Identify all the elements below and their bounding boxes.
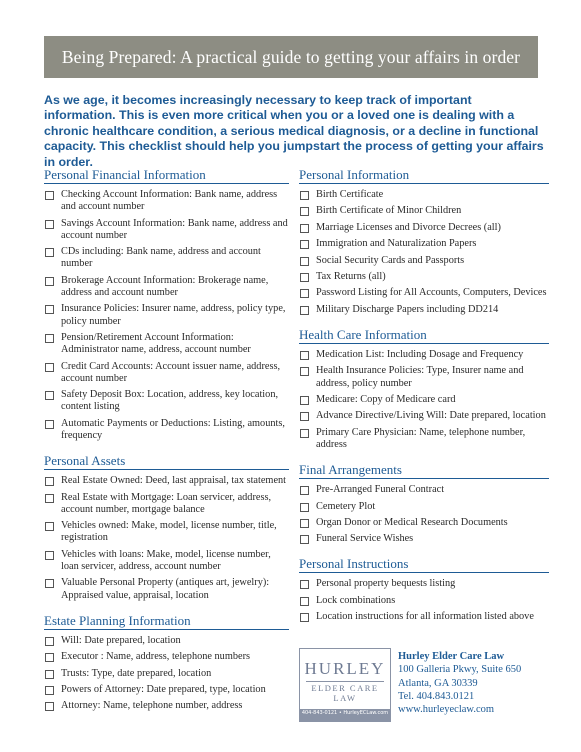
- checkbox-icon[interactable]: [300, 503, 309, 512]
- checklist-item-label: Trusts: Type, date prepared, location: [61, 667, 212, 679]
- checkbox-icon[interactable]: [300, 613, 309, 622]
- checklist-item: [299, 595, 549, 607]
- section-final-arrangements: [299, 462, 549, 545]
- checklist-item-label: Location instructions for all information listed above: [316, 611, 534, 623]
- address-line-1: 100 Galleria Pkwy, Suite 650: [398, 664, 522, 676]
- checklist-item: [299, 611, 549, 623]
- checklist-item-label: Pension/Retirement Account Information: Administrator name, address, account number: [61, 331, 251, 356]
- checklist-item-label: Will: Date prepared, location: [61, 634, 181, 646]
- checklist-item-label: Marriage Licenses and Divorce Decrees (all): [316, 221, 501, 233]
- checklist-item-label: Immigration and Naturalization Papers: [316, 238, 477, 250]
- section-title: Personal Information: [299, 167, 549, 184]
- checkbox-icon[interactable]: [45, 670, 54, 679]
- checkbox-icon[interactable]: [300, 224, 309, 233]
- checklist-item-label: Primary Care Physician: Name, telephone number, address: [316, 426, 526, 450]
- logo-subtitle: [304, 683, 386, 703]
- checklist-item: [44, 361, 289, 385]
- checkbox-icon[interactable]: [300, 240, 309, 249]
- checkbox-icon[interactable]: [45, 420, 54, 429]
- checkbox-icon[interactable]: [45, 477, 54, 486]
- page-title-banner: [44, 36, 538, 78]
- right-column: [299, 167, 549, 634]
- logo-line-1: ELDER CARE: [311, 683, 379, 693]
- checklist-item: [299, 427, 549, 451]
- logo-tagline: 404-843-0121 • HurleyECLaw.com: [301, 710, 389, 716]
- firm-name: Hurley Elder Care Law: [398, 651, 505, 662]
- checkbox-icon[interactable]: [300, 486, 309, 495]
- checklist-item-label: Checking Account Information: Bank name, address and account number: [61, 189, 278, 213]
- checkbox-icon[interactable]: [45, 494, 54, 503]
- checklist-item: [44, 668, 289, 680]
- checklist-item: [44, 492, 289, 516]
- checklist-item-label: Advance Directive/Living Will: Date prepared, location: [316, 410, 546, 422]
- checklist-item: [299, 410, 549, 422]
- checklist-item-label: Real Estate Owned: Deed, last appraisal, tax statement: [61, 475, 287, 487]
- checklist-item-label: Brokerage Account Information: Brokerage name, address and account number: [61, 274, 269, 298]
- checkbox-icon[interactable]: [300, 289, 309, 298]
- section-title: Health Care Information: [299, 327, 549, 344]
- checklist-item: [299, 271, 549, 283]
- checklist-item: [44, 246, 289, 270]
- section-personal-financial-information: [44, 167, 289, 442]
- checkbox-icon[interactable]: [45, 248, 54, 257]
- checkbox-icon[interactable]: [45, 653, 54, 662]
- checklist-item: [44, 651, 289, 663]
- checklist-item-label: Valuable Personal Property (antiques art, jewelry): Appraised value, appraisal, location: [61, 577, 270, 601]
- checkbox-icon[interactable]: [300, 597, 309, 606]
- section-personal-instructions: [299, 556, 549, 623]
- checklist-item-label: Social Security Cards and Passports: [316, 254, 465, 266]
- checklist-item: [299, 255, 549, 267]
- logo-name: HURLEY: [304, 659, 386, 678]
- checklist-item: [44, 418, 289, 442]
- checklist: [299, 484, 549, 545]
- phone-number: Tel. 404.843.0121: [398, 690, 475, 702]
- checklist-item-label: CDs including: Bank name, address and account number: [61, 246, 261, 270]
- section-personal-information: [299, 167, 549, 316]
- checklist-item: [44, 549, 289, 573]
- checkbox-icon[interactable]: [300, 367, 309, 376]
- checklist-item: [44, 332, 289, 356]
- section-estate-planning-information: [44, 613, 289, 713]
- section-health-care-information: [299, 327, 549, 451]
- checklist-item: [299, 238, 549, 250]
- section-title: Personal Instructions: [299, 556, 549, 573]
- checklist-item-label: Insurance Policies: Insurer name, address, policy type, policy number: [61, 303, 286, 327]
- checklist-item: [44, 635, 289, 647]
- checklist-item-label: Military Discharge Papers including DD214: [316, 303, 499, 315]
- checkbox-icon[interactable]: [300, 519, 309, 528]
- checklist-item: [299, 394, 549, 406]
- checklist-item-label: Automatic Payments or Deductions: Listing, amounts, frequency: [61, 417, 285, 441]
- checkbox-icon[interactable]: [45, 579, 54, 588]
- checklist-item: [299, 578, 549, 590]
- checkbox-icon[interactable]: [45, 702, 54, 711]
- checklist-item: [299, 484, 549, 496]
- checklist-item-label: Executor : Name, address, telephone numbers: [61, 651, 250, 663]
- firm-logo: [299, 648, 391, 722]
- checkbox-icon[interactable]: [45, 220, 54, 229]
- checklist-item-label: Pre-Arranged Funeral Contract: [316, 484, 445, 496]
- checklist-item-label: Organ Donor or Medical Research Documents: [316, 516, 508, 528]
- checklist-item-label: Password Listing for All Accounts, Computers, Devices: [316, 287, 547, 299]
- checkbox-icon[interactable]: [45, 686, 54, 695]
- checkbox-icon[interactable]: [300, 580, 309, 589]
- checklist-item: [44, 520, 289, 544]
- checklist: [299, 349, 549, 451]
- checklist-item-label: Personal property bequests listing: [316, 578, 456, 590]
- website-link[interactable]: www.hurleyeclaw.com: [398, 704, 495, 716]
- checklist-item: [299, 533, 549, 545]
- checkbox-icon[interactable]: [300, 396, 309, 405]
- checklist-item-label: Powers of Attorney: Date prepared, type, location: [61, 683, 266, 695]
- checklist-item-label: Medicare: Copy of Medicare card: [316, 393, 456, 405]
- checklist-item: [299, 222, 549, 234]
- checklist-item: [299, 349, 549, 361]
- checklist: [44, 189, 289, 442]
- checklist-item: [299, 189, 549, 201]
- address-line-2: Atlanta, GA 30339: [398, 677, 478, 689]
- checklist-item: [44, 275, 289, 299]
- checklist-item: [44, 577, 289, 601]
- checkbox-icon[interactable]: [300, 306, 309, 315]
- checkbox-icon[interactable]: [45, 637, 54, 646]
- checklist-item: [44, 218, 289, 242]
- checkbox-icon[interactable]: [45, 391, 54, 400]
- section-title: Estate Planning Information: [44, 613, 289, 630]
- checkbox-icon[interactable]: [300, 412, 309, 421]
- checklist-item: [44, 303, 289, 327]
- checkbox-icon[interactable]: [45, 334, 54, 343]
- checkbox-icon[interactable]: [300, 257, 309, 266]
- checkbox-icon[interactable]: [45, 277, 54, 286]
- checkbox-icon[interactable]: [45, 363, 54, 372]
- checklist-item-label: Attorney: Name, telephone number, address: [61, 700, 243, 712]
- checklist: [44, 475, 289, 602]
- checklist-item-label: Health Insurance Policies: Type, Insurer name and address, policy number: [316, 365, 524, 389]
- checklist-item: [299, 287, 549, 299]
- checklist: [299, 189, 549, 316]
- checklist-item: [299, 517, 549, 529]
- checkbox-icon[interactable]: [300, 429, 309, 438]
- checklist-item: [299, 501, 549, 513]
- checkbox-icon[interactable]: [300, 273, 309, 282]
- checkbox-icon[interactable]: [300, 351, 309, 360]
- checklist-item: [299, 205, 549, 217]
- checkbox-icon[interactable]: [45, 305, 54, 314]
- page-title: Being Prepared: A practical guide to getting your affairs in order: [61, 46, 521, 67]
- checklist-item-label: Vehicles owned: Make, model, license number, title, registration: [61, 520, 277, 544]
- checklist-item: [44, 684, 289, 696]
- intro-paragraph: As we age, it becomes increasingly necessary to keep track of important information. This is even more critical when you or a loved one is dealing with a chronic healthcare condition, a serious medical diagnosis, or a decline in functional capacity. This checklist should help you jumpstart the process of getting your affairs in order.: [44, 93, 544, 169]
- checklist-item: [44, 700, 289, 712]
- logo-line-2: LAW: [333, 693, 357, 703]
- checklist-item: [44, 189, 289, 213]
- contact-block: [398, 650, 521, 716]
- checklist: [299, 578, 549, 623]
- checklist-item-label: Lock combinations: [316, 594, 396, 606]
- checkbox-icon[interactable]: [300, 535, 309, 544]
- checklist-item-label: Funeral Service Wishes: [316, 533, 414, 545]
- section-title: Final Arrangements: [299, 462, 549, 479]
- checklist-item: [44, 389, 289, 413]
- checklist-item: [299, 365, 549, 389]
- checklist-item: [44, 475, 289, 487]
- checklist-item-label: Real Estate with Mortgage: Loan servicer, address, account number, mortgage balance: [61, 491, 272, 515]
- section-personal-assets: [44, 453, 289, 602]
- checklist-item-label: Birth Certificate: [316, 189, 384, 200]
- checklist-item-label: Birth Certificate of Minor Children: [316, 205, 462, 217]
- section-title: Personal Assets: [44, 453, 289, 470]
- checklist-item-label: Vehicles with loans: Make, model, license number, loan servicer, address, account number: [61, 548, 271, 572]
- checklist-item-label: Cemetery Plot: [316, 500, 376, 512]
- checkbox-icon[interactable]: [45, 191, 54, 200]
- checklist: [44, 635, 289, 713]
- checklist-item-label: Safety Deposit Box: Location, address, key location, content listing: [61, 389, 279, 413]
- checkbox-icon[interactable]: [300, 191, 309, 200]
- section-title: Personal Financial Information: [44, 167, 289, 184]
- checkbox-icon[interactable]: [300, 207, 309, 216]
- checkbox-icon[interactable]: [45, 522, 54, 531]
- checklist-item: [299, 304, 549, 316]
- checklist-item-label: Medication List: Including Dosage and Frequency: [316, 348, 524, 360]
- logo-divider: [306, 681, 384, 682]
- checkbox-icon[interactable]: [45, 551, 54, 560]
- left-column: [44, 167, 289, 724]
- checklist-item-label: Savings Account Information: Bank name, address and account number: [61, 217, 288, 241]
- checklist-item-label: Credit Card Accounts: Account issuer name, address, account number: [61, 360, 281, 384]
- checklist-item-label: Tax Returns (all): [316, 270, 386, 282]
